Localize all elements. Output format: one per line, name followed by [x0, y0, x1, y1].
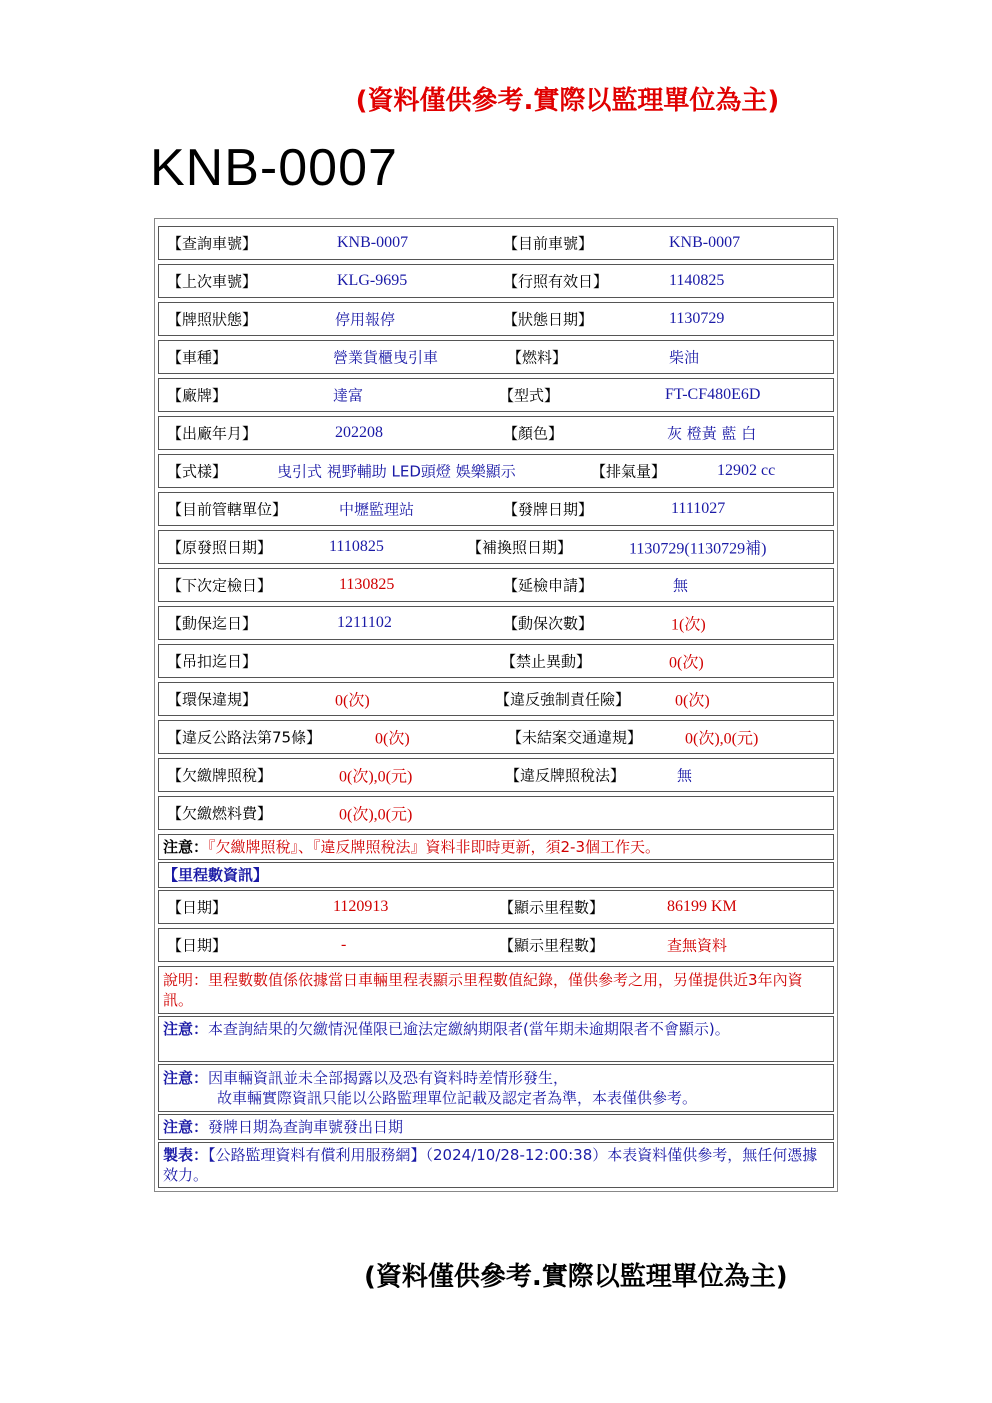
compulsory-ins-label: 【違反強制責任險】 — [495, 690, 631, 709]
brand-label: 【廠牌】 — [167, 386, 228, 405]
extend-label: 【延檢申請】 — [503, 576, 594, 595]
notice3-line1: 因車輛資訊並未全部揭露以及恐有資料時差情形發生， — [208, 1069, 569, 1087]
notice2-head: 注意： — [163, 1020, 209, 1038]
insurance-until-value: 1211102 — [337, 614, 392, 631]
no-transfer-value: 0(次) — [669, 654, 704, 672]
reissue-value: 1130729(1130729補) — [629, 540, 767, 558]
row-prev-plate — [158, 264, 834, 298]
unsettled-label: 【未結案交通違規】 — [507, 728, 643, 747]
row-env — [158, 682, 834, 716]
unpaid-fuel-value: 0(次),0(元) — [339, 806, 413, 824]
station-value: 中壢監理站 — [339, 500, 415, 519]
unsettled-value: 0(次),0(元) — [685, 730, 759, 748]
row-status — [158, 302, 834, 336]
notice1-text: 『欠繳牌照稅』、『違反牌照稅法』資料非即時更新，須2-3個工作天。 — [208, 838, 661, 856]
row-detain — [158, 644, 834, 678]
orig-license-value: 1110825 — [329, 538, 384, 555]
made-by — [158, 1142, 834, 1188]
mileage-date-label: 【日期】 — [167, 936, 228, 955]
notice2-text: 本查詢結果的欠繳情況僅限已逾法定繳納期限者(當年期未逾期限者不會顯示)。 — [208, 1020, 730, 1038]
plate-status-value: 停用報停 — [335, 310, 396, 329]
issue-date-value: 1111027 — [671, 500, 726, 517]
fuel-label: 【燃料】 — [507, 348, 568, 367]
notice-overdue — [158, 1016, 834, 1062]
next-inspect-value: 1130825 — [339, 576, 395, 593]
prev-plate-label: 【上次車號】 — [167, 272, 258, 291]
mileage-row — [158, 890, 834, 924]
mileage-km-label: 【顯示里程數】 — [499, 898, 605, 917]
row-insurance — [158, 606, 834, 640]
query-plate-label: 【查詢車號】 — [167, 234, 258, 253]
row-license-dates — [158, 530, 834, 564]
mileage-date-label: 【日期】 — [167, 898, 228, 917]
style-label: 【式樣】 — [167, 462, 228, 481]
row-law75 — [158, 720, 834, 754]
prev-plate-value: KLG-9695 — [337, 272, 408, 289]
license-valid-value: 1140825 — [669, 272, 725, 289]
mileage-km-value: 查無資料 — [667, 936, 728, 955]
model-value: FT-CF480E6D — [665, 386, 761, 403]
model-label: 【型式】 — [499, 386, 560, 405]
mileage-date-value: 1120913 — [333, 898, 389, 915]
next-inspect-label: 【下次定檢日】 — [167, 576, 273, 595]
made-by-head: 製表： — [163, 1146, 209, 1164]
mileage-section-header — [158, 862, 834, 888]
vehicle-report-table — [154, 218, 838, 1192]
current-plate-value: KNB-0007 — [669, 234, 741, 251]
made-by-text: 【公路監理資料有償利用服務網】（2024/10/28-12:00:38）本表資料僅供參考，無任何憑據效力。 — [163, 1146, 818, 1184]
mileage-explain — [158, 966, 834, 1014]
status-date-label: 【狀態日期】 — [503, 310, 594, 329]
station-label: 【目前管轄單位】 — [167, 500, 288, 519]
current-plate-label: 【目前車號】 — [503, 234, 594, 253]
license-valid-label: 【行照有效日】 — [503, 272, 609, 291]
law75-value: 0(次) — [375, 730, 410, 748]
insurance-count-value: 1(次) — [671, 616, 706, 634]
env-violation-value: 0(次) — [335, 692, 370, 710]
style-value: 曳引式 視野輔助 LED頭燈 娛樂顯示 — [277, 462, 516, 481]
no-transfer-label: 【禁止異動】 — [501, 652, 592, 671]
tax-law-label: 【違反牌照稅法】 — [505, 766, 626, 785]
row-inspection — [158, 568, 834, 602]
unpaid-tax-label: 【欠繳牌照稅】 — [167, 766, 273, 785]
vehicle-type-label: 【車種】 — [167, 348, 228, 367]
mfg-date-label: 【出廠年月】 — [167, 424, 258, 443]
brand-value: 達富 — [333, 386, 364, 405]
color-value: 灰 橙黃 藍 白 — [667, 424, 757, 443]
env-violation-label: 【環保違規】 — [167, 690, 258, 709]
displacement-value: 12902 cc — [717, 462, 776, 479]
row-fuel-fee — [158, 796, 834, 830]
notice4-head: 注意： — [163, 1118, 209, 1136]
mileage-date-value: - — [341, 936, 347, 953]
notice-disclosure — [158, 1064, 834, 1112]
mileage-km-value: 86199 KM — [667, 898, 737, 915]
mfg-date-value: 202208 — [335, 424, 383, 441]
color-label: 【顏色】 — [503, 424, 564, 443]
row-style — [158, 454, 834, 488]
row-mfg — [158, 416, 834, 450]
reissue-label: 【補換照日期】 — [467, 538, 573, 557]
explain-head: 說明： — [163, 971, 209, 989]
displacement-label: 【排氣量】 — [591, 462, 667, 481]
mileage-row — [158, 928, 834, 962]
orig-license-label: 【原發照日期】 — [167, 538, 273, 557]
mileage-km-label: 【顯示里程數】 — [499, 936, 605, 955]
tax-law-value: 無 — [677, 766, 693, 785]
unpaid-fuel-label: 【欠繳燃料費】 — [167, 804, 273, 823]
status-date-value: 1130729 — [669, 310, 725, 327]
compulsory-ins-value: 0(次) — [675, 692, 710, 710]
unpaid-tax-value: 0(次),0(元) — [339, 768, 413, 786]
insurance-count-label: 【動保次數】 — [503, 614, 594, 633]
notice-tax-update — [158, 834, 834, 860]
notice3-line2: 故車輛實際資訊只能以公路監理單位記載及認定者為準，本表僅供參考。 — [217, 1089, 698, 1107]
row-tax — [158, 758, 834, 792]
row-plate — [158, 226, 834, 260]
fuel-value: 柴油 — [669, 348, 700, 367]
row-type — [158, 340, 834, 374]
notice3-head: 注意： — [163, 1069, 209, 1087]
detain-until-label: 【吊扣迄日】 — [167, 652, 258, 671]
row-brand — [158, 378, 834, 412]
insurance-until-label: 【動保迄日】 — [167, 614, 258, 633]
top-disclaimer: (資料僅供參考.實際以監理單位為主) — [355, 86, 780, 116]
bottom-disclaimer: (資料僅供參考.實際以監理單位為主) — [364, 1262, 788, 1292]
page-title-plate: KNB-0007 — [150, 139, 398, 197]
mileage-title: 【里程數資訊】 — [163, 866, 269, 884]
notice4-text: 發牌日期為查詢車號發出日期 — [208, 1118, 404, 1136]
extend-value: 無 — [673, 576, 689, 595]
plate-status-label: 【牌照狀態】 — [167, 310, 258, 329]
issue-date-label: 【發牌日期】 — [503, 500, 594, 519]
notice-issue-date — [158, 1114, 834, 1140]
query-plate-value: KNB-0007 — [337, 234, 409, 251]
explain-text: 里程數數值係依據當日車輛里程表顯示里程數值紀錄，僅供參考之用，另僅提供近3年內資訊。 — [163, 971, 803, 1009]
law75-label: 【違反公路法第75條】 — [167, 728, 322, 747]
row-station — [158, 492, 834, 526]
vehicle-type-value: 營業貨櫃曳引車 — [333, 348, 439, 367]
notice1-head: 注意： — [163, 838, 209, 856]
